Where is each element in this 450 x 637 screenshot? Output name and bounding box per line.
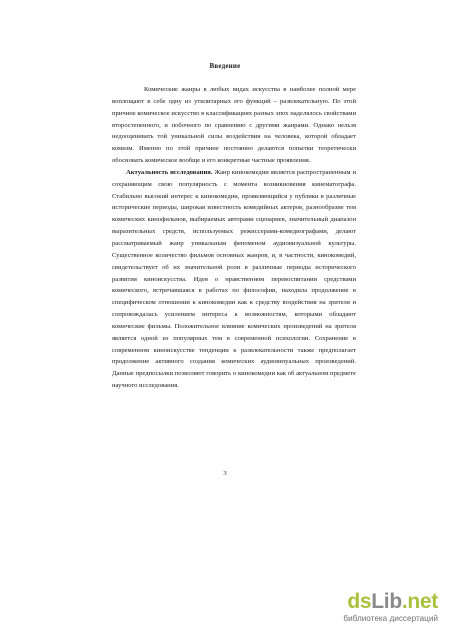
relevance-heading: Актуальность исследования. bbox=[126, 168, 213, 176]
paragraph-relevance bbox=[112, 167, 356, 392]
page-number: 3 bbox=[223, 470, 227, 477]
paragraph-intro: Комические жанры в любых видах искусства в наиболее полной мере воплощают в себе одну из утилитарных его функций – развлекательную. По этой причине комическое искусство в классификациях разных эпох наделялось свойствами второстепенного, и побочного по сравнению с другими жанрами. Однако нельзя недооценивать той уникальной силы воздействия на человека, которой обладает комизм. Именно по этой причине постоянно делаются попытки теоретически обосновать комическое вообще и его конкретные частные проявления. bbox=[112, 86, 356, 165]
watermark-logo bbox=[326, 590, 438, 626]
dslib-logo bbox=[347, 590, 438, 614]
logo-part-net: .net bbox=[401, 590, 438, 613]
relevance-text: Жанр кинокомедии является распространенным и сохраняющим свою популярность с момента возникновения кинематографа. Стабильно высокий интерес к кинокомедии, проявляющийся у публики в различные исторические периоды, широкая известность комедийных актеров, разнообразие тем комических кинофильмов, выбираемых авторами сценариев, значительный диапазон выразительных средств, используемых режиссерами-комедиографами, делают рассматриваемый жанр уникальным феноменом аудиовизуальной культуры. Существенное количество фильмов основных жанров, и, в частности, кинокомедий, свидетельствует об их значительной роли в различные периоды исторического развития киноискусства. Идея о нравственном перевоспитании средствами комического, встречавшаяся в работах по философии, находила продолжение в специфическом отношении к кинокомедии как к средству воздействия на зрителя и сопровождалась усилением интереса к возможностям, которыми обладают комические фильмы. Положительное влияние комических произведений на зрителя является одной из популярных тем в современной психологии. Сохранение в современном киноискусстве тенденции к развлекательности также предполагает продолжение активного создания комических аудиовизуальных произведений. Данные предпосылки позволяют говорить о кинокомедии как об актуальном предмете научного исследования. bbox=[112, 168, 356, 390]
logo-part-lib: Lib bbox=[371, 590, 402, 613]
watermark-subtitle: библиотека диссертаций bbox=[343, 614, 438, 623]
page-heading: Введение bbox=[209, 62, 241, 70]
body-text bbox=[112, 84, 356, 392]
logo-part-ds: ds bbox=[347, 590, 372, 613]
